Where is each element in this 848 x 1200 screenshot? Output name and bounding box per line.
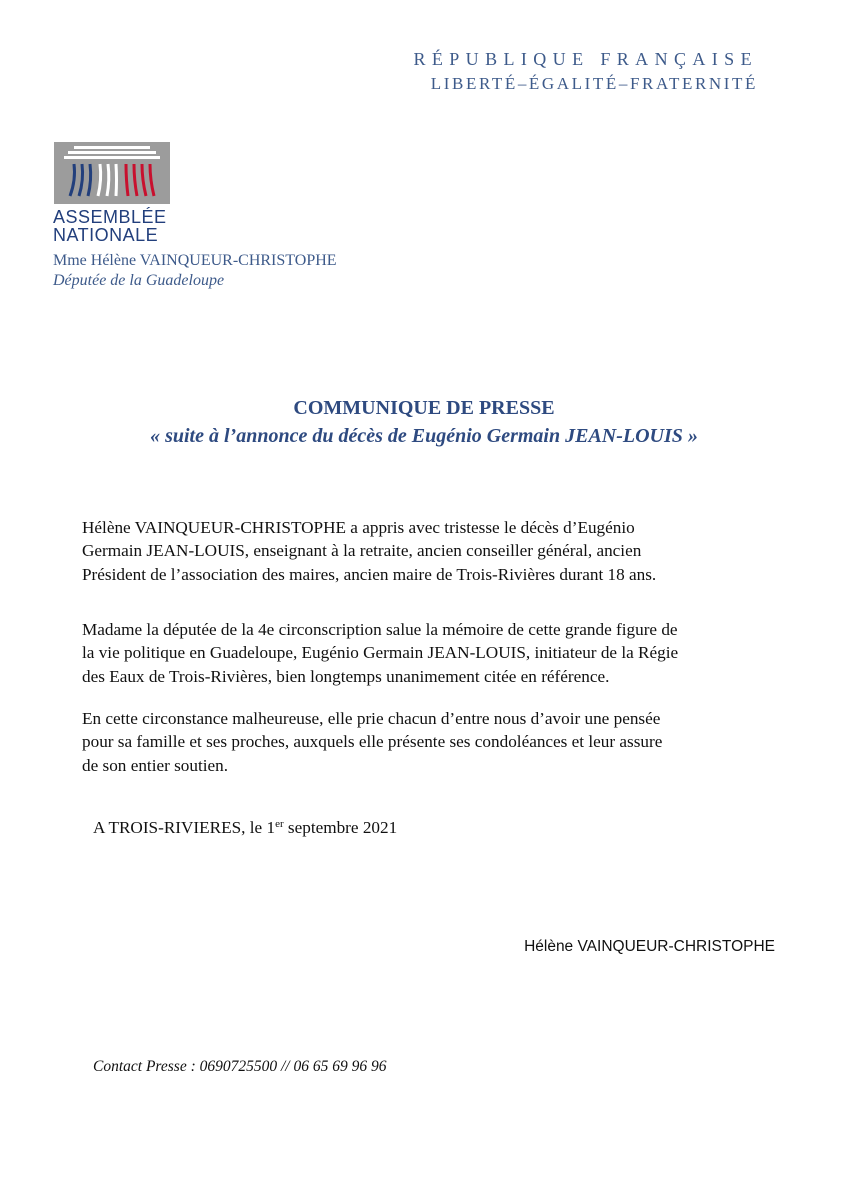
republic-header: RÉPUBLIQUE FRANÇAISE <box>413 49 758 69</box>
dateline-suffix: septembre 2021 <box>283 818 398 837</box>
author-role: Députée de la Guadeloupe <box>53 272 225 289</box>
press-release-title: COMMUNIQUE DE PRESSE <box>293 397 555 419</box>
logo-wordmark <box>53 208 167 244</box>
paragraph-1-line: Président de l’association des maires, ancien maire de Trois-Rivières durant 18 ans. <box>82 564 657 584</box>
paragraph-1-line: Germain JEAN-LOUIS, enseignant à la retraite, ancien conseiller général, ancien <box>82 541 642 561</box>
paragraph-2-line: Madame la députée de la 4e circonscription salue la mémoire de cette grande figure de <box>82 620 678 639</box>
author-name: Mme Hélène VAINQUEUR-CHRISTOPHE <box>53 252 337 269</box>
press-contact: Contact Presse : 0690725500 // 06 65 69 96 96 <box>93 1058 387 1075</box>
paragraph-3-line: de son entier soutien. <box>82 755 229 775</box>
dateline-ordinal: er <box>275 818 284 830</box>
paragraph-2-line: la vie politique en Guadeloupe, Eugénio Germain JEAN-LOUIS, initiateur de la Régie <box>82 643 679 663</box>
paragraph-3-line: En cette circonstance malheureuse, elle prie chacun d’entre nous d’avoir une pensée <box>82 709 661 728</box>
paragraph-3 <box>82 707 782 777</box>
paragraph-1-line: Hélène VAINQUEUR-CHRISTOPHE a appris avec tristesse le décès d’Eugénio <box>82 518 635 537</box>
paragraph-3-line: pour sa famille et ses proches, auxquels elle présente ses condoléances et leur assure <box>82 732 663 752</box>
republic-motto: LIBERTÉ–ÉGALITÉ–FRATERNITÉ <box>430 74 758 93</box>
logo-line-2: NATIONALE <box>53 225 159 245</box>
signature: Hélène VAINQUEUR-CHRISTOPHE <box>524 938 775 955</box>
paragraph-2-line: des Eaux de Trois-Rivières, bien longtemps unanimement citée en référence. <box>82 666 610 686</box>
dateline <box>93 818 397 838</box>
paragraph-2 <box>82 618 782 688</box>
press-release-subtitle: « suite à l’annonce du décès de Eugénio Germain JEAN-LOUIS » <box>150 425 698 447</box>
assemblee-nationale-logo-icon <box>54 142 170 204</box>
dateline-prefix: A TROIS-RIVIERES, le 1 <box>93 818 276 837</box>
paragraph-1 <box>82 516 782 586</box>
logo-line-1: ASSEMBLÉE <box>53 207 167 227</box>
